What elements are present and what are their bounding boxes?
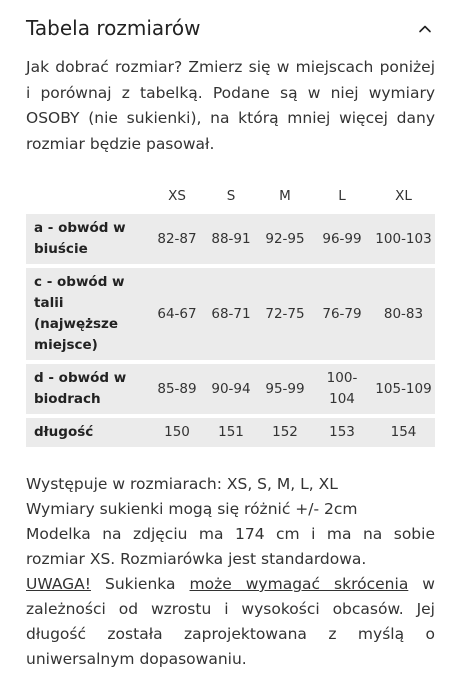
table-cell: 80-83: [372, 268, 435, 360]
empty-header-cell: [26, 182, 150, 210]
size-header-s: S: [226, 188, 236, 204]
row-label-bust: a - obwód w biuście: [26, 214, 150, 264]
table-cell: 152: [258, 418, 312, 447]
chevron-up-icon[interactable]: [418, 22, 432, 36]
warning-paragraph: [26, 572, 435, 672]
product-notes: [26, 472, 435, 672]
size-tolerance-text: Wymiary sukienki mogą się różnić +/- 2cm: [26, 500, 358, 518]
table-row: [26, 418, 435, 447]
row-label-length: długość: [26, 418, 150, 447]
row-label-waist: c - obwód w talii (najwęższe miejsce): [26, 268, 150, 360]
section-title: Tabela rozmiarów: [26, 16, 201, 40]
available-sizes-text: Występuje w rozmiarach: XS, S, M, L, XL: [26, 475, 338, 493]
size-header-xl: XL: [395, 188, 412, 204]
warning-label: UWAGA!: [26, 575, 91, 593]
size-table: [26, 178, 435, 451]
table-cell: 92-95: [258, 214, 312, 264]
table-cell: 72-75: [258, 268, 312, 360]
warning-text-rest: w zależności od wzrostu i wysokości obcasów. Jej długość została zaprojektowana z myślą o uniwersalnym dopasowaniu.: [26, 575, 435, 668]
table-cell: 154: [372, 418, 435, 447]
table-cell: 90-94: [204, 364, 258, 414]
table-cell: 88-91: [204, 214, 258, 264]
table-row: [26, 364, 435, 414]
table-cell: 100-103: [372, 214, 435, 264]
table-cell: 76-79: [312, 268, 372, 360]
table-cell: 153: [312, 418, 372, 447]
size-header-l: L: [338, 188, 346, 204]
table-row: [26, 268, 435, 360]
table-cell: 150: [150, 418, 204, 447]
table-cell: 96-99: [312, 214, 372, 264]
warning-emphasis: może wymagać skrócenia: [189, 575, 409, 593]
table-cell: 82-87: [150, 214, 204, 264]
table-row: [26, 214, 435, 264]
model-info-text: Modelka na zdjęciu ma 174 cm i ma na sobie rozmiar XS. Rozmiarówka jest standardowa.: [26, 525, 435, 568]
intro-text: Jak dobrać rozmiar? Zmierz się w miejscach poniżej i porównaj z tabelką. Podane są w niej wymiary OSOBY (nie sukienki), na którą mniej więcej dany rozmiar będzie pasował.: [26, 58, 435, 153]
table-cell: 95-99: [258, 364, 312, 414]
warning-text: Sukienka: [90, 575, 190, 593]
table-cell: 151: [204, 418, 258, 447]
size-chart-header[interactable]: [26, 14, 436, 44]
table-cell: 105-109: [372, 364, 435, 414]
table-cell: 68-71: [204, 268, 258, 360]
table-cell: 85-89: [150, 364, 204, 414]
row-label-hips: d - obwód w biodrach: [26, 364, 150, 414]
size-header-m: M: [279, 188, 291, 204]
table-cell: 100-104: [312, 364, 372, 414]
table-cell: 64-67: [150, 268, 204, 360]
size-header-row: [26, 182, 435, 210]
size-header-xs: XS: [168, 188, 186, 204]
